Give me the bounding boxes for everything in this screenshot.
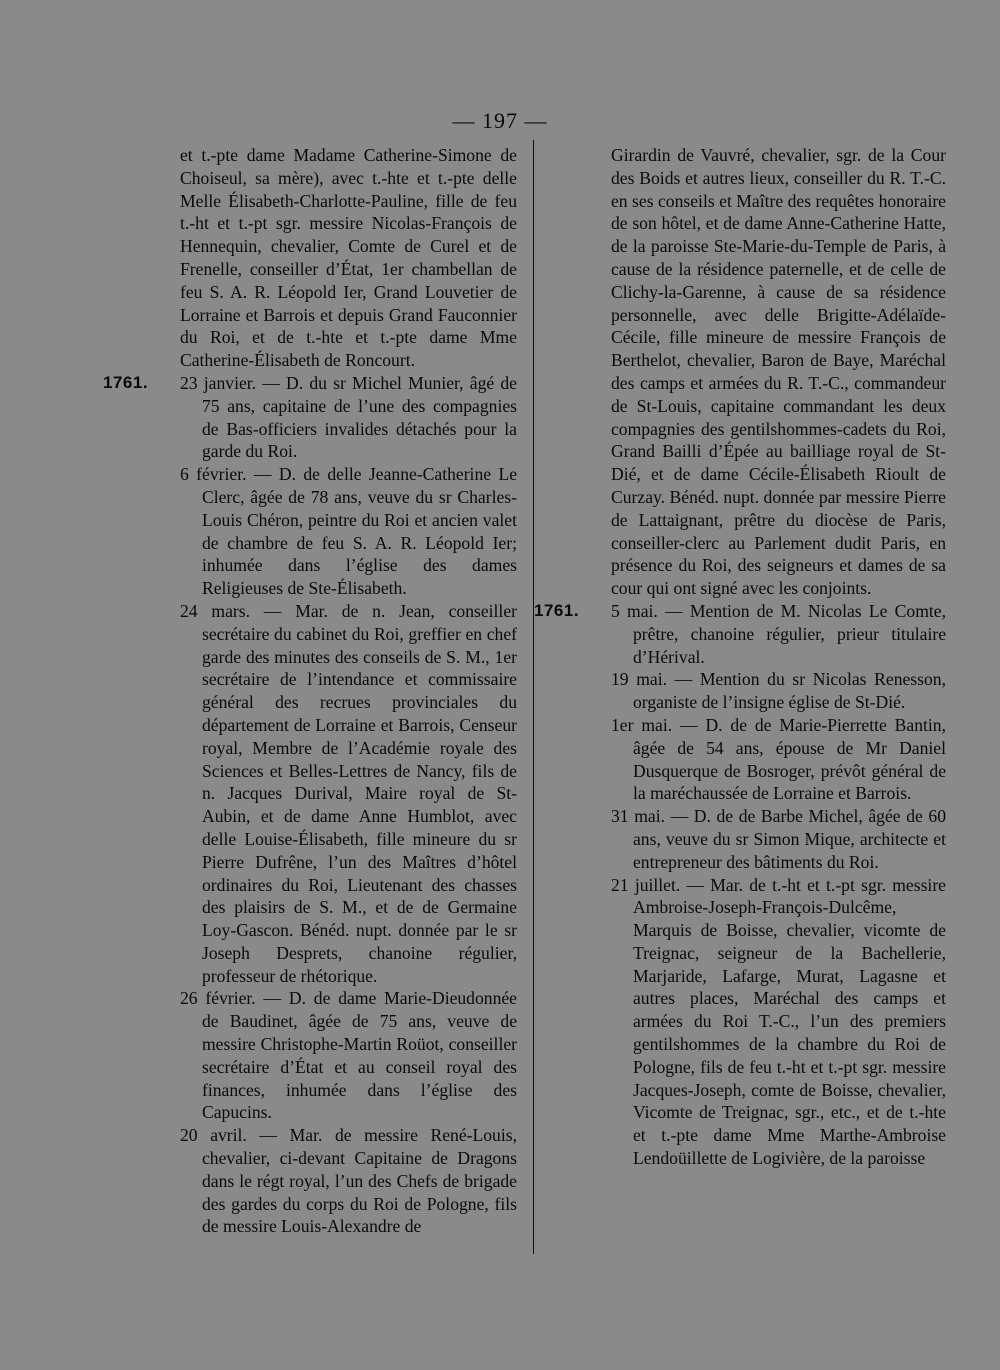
entry-text: 23 janvier. — D. du sr Michel Munier, âgé de 75 ans, capitaine de l’une des compagnies de Bas-officiers invalides détachés pour la garde du Roi. — [180, 372, 517, 462]
entry-text: 21 juillet. — Mar. de t.-ht et t.-pt sgr. messire Ambroise-Joseph-François-Dulcême, Marquis de Boisse, chevalier, vicomte de Treignac, seigneur de la Bachellerie, Marjaride, Lafarge, Murat, Lagasne et autres places, Maréchal des camps et armées du Roi T.-C., l’un des premiers gentilshommes de la chambre du Roi de Pologne, fils de feu t.-ht et t.-pt sgr. messire Jacques-Joseph, comte de Boisse, chevalier, Vicomte de Treignac, sgr., etc., et de t.-hte et t.-pte dame Mme Marthe-Ambroise Lendoüillette de Logivière, de la paroisse — [611, 874, 946, 1169]
entry-year: 1761. — [103, 372, 149, 392]
left-column — [103, 144, 517, 1238]
entry-year: 1761. — [534, 600, 580, 620]
entry — [611, 805, 946, 873]
entry — [611, 874, 946, 1170]
entry — [534, 600, 946, 668]
left-continuation-text: et t.-pte dame Madame Catherine-Simone de Choiseul, sa mère), avec t.-hte et t.-pte delle Melle Élisabeth-Charlotte-Pauline, fille de feu t.-ht et t.-pt sgr. messire Nicolas-François de Hennequin, chevalier, Comte de Curel et de Frenelle, conseiller d’État, 1er chambellan de feu S. A. R. Léopold Ier, Grand Louvetier de Lorraine et Barrois et depuis Grand Fauconnier du Roi, et de t.-hte et t.-pte dame Mme Catherine-Élisabeth de Roncourt. — [180, 145, 517, 371]
entry-text: 5 mai. — Mention de M. Nicolas Le Comte, prêtre, chanoine régulier, prieur titulaire d’Hérival. — [611, 600, 946, 667]
entry — [180, 463, 517, 600]
entry-text: 24 mars. — Mar. de n. Jean, conseiller secrétaire du cabinet du Roi, greffier en chef garde des minutes des conseils de S. M., 1er secrétaire de l’intendance et commissaire général des recrues provinciales du département de Lorraine et Barrois, Censeur royal, Membre de l’Académie royale des Sciences et Belles-Lettres de Nancy, fils de n. Jacques Durival, Maire royal de St-Aubin, et de dame Anne Humblot, avec delle Louise-Élisabeth, fille mineure du sr Pierre Dufrêne, l’un des Maîtres d’hôtel ordinaires du Roi, Lieutenant des chasses des plaisirs de S. M., et de de Germaine Loy-Gascon. Bénéd. nupt. donnée par le sr Joseph Desprets, chanoine régulier, professeur de rhétorique. — [180, 600, 517, 986]
entry — [611, 668, 946, 714]
entry-text: 20 avril. — Mar. de messire René-Louis, chevalier, ci-devant Capitaine de Dragons dans le régt royal, l’un des Chefs de brigade des gardes du corps du Roi de Pologne, fils de messire Louis-Alexandre de — [180, 1125, 517, 1237]
entry — [180, 987, 517, 1124]
entry — [103, 372, 517, 463]
column-divider — [533, 140, 534, 1254]
entry-text: 26 février. — D. de dame Marie-Dieudonnée de Baudinet, âgée de 75 ans, veuve de messire Christophe-Martin Roüot, conseiller secrétaire d’État et au conseil royal des finances, inhumée dans l’église des Capucins. — [180, 988, 517, 1123]
entry — [611, 714, 946, 805]
entry — [180, 600, 517, 988]
right-column — [534, 144, 946, 1170]
entry — [180, 1124, 517, 1238]
page-number: — 197 — — [452, 108, 548, 133]
entry-text: 31 mai. — D. de de Barbe Michel, âgée de 60 ans, veuve du sr Simon Mique, architecte et entrepreneur des bâtiments du Roi. — [611, 806, 946, 872]
right-continuation-text: Girardin de Vauvré, chevalier, sgr. de la Cour des Boids et autres lieux, conseiller du R. T.-C. en ses conseils et Maître des requêtes honoraire de son hôtel, et de dame Anne-Catherine Hatte, de la paroisse Ste-Marie-du-Temple de Paris, à cause de la résidence paternelle, et de celle de Clichy-la-Garenne, à cause de sa résidence personnelle, avec delle Brigitte-Adélaïde-Cécile, fille mineure de messire François de Berthelot, chevalier, Baron de Baye, Maréchal des camps et armées du R. T.-C., commandeur de St-Louis, capitaine commandant les deux compagnies des gentilshommes-cadets du Roi, Grand Bailli d’Épée au bailliage royal de St-Dié, et de dame Cécile-Élisabeth Rioult de Curzay. Bénéd. nupt. donnée par messire Pierre de Lattaignant, prêtre du diocèse de Paris, conseiller-clerc au Parlement dudit Paris, en présence du Roi, des seigneurs et dames de sa cour qui ont signé avec les conjoints. — [611, 145, 946, 599]
entry-text: 1er mai. — D. de de Marie-Pierrette Bantin, âgée de 54 ans, épouse de Mr Daniel Dusquerque de Bosroger, prévôt général de la maréchaussée de Lorraine et Barrois. — [611, 714, 946, 804]
entry-text: 19 mai. — Mention du sr Nicolas Renesson, organiste de l’insigne église de St-Dié. — [611, 669, 946, 713]
entry-text: 6 février. — D. de delle Jeanne-Catherine Le Clerc, âgée de 78 ans, veuve du sr Charles-Louis Chéron, peintre du Roi et ancien valet de chambre de feu S. A. R. Léopold Ier; inhumée dans l’église des dames Religieuses de Ste-Élisabeth. — [180, 464, 517, 599]
